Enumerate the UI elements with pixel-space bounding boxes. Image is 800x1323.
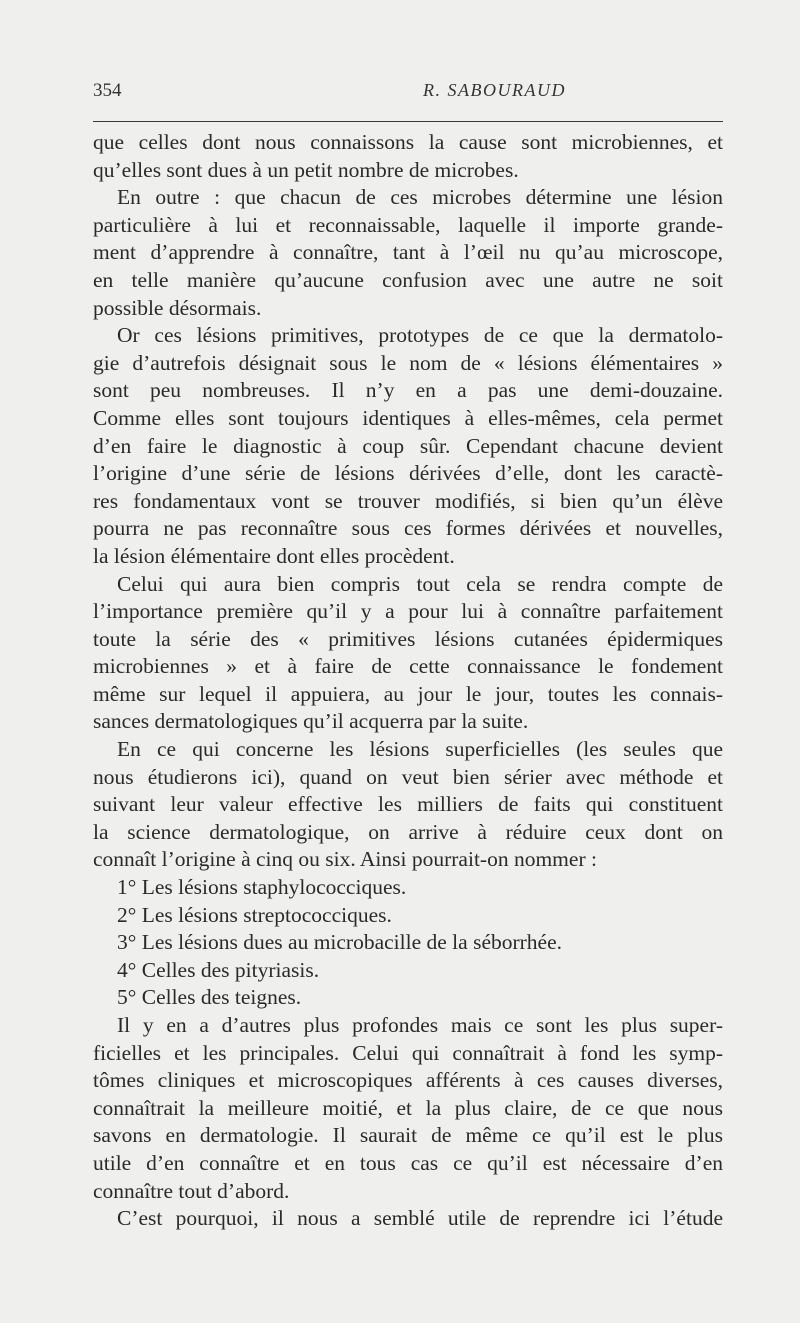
text-line: En ce qui concerne les lésions superficielles (les seules que [117, 737, 723, 762]
text-line: possible désormais. [93, 295, 262, 320]
text-line: la lésion élémentaire dont elles procèdent. [93, 543, 455, 568]
text-line: En outre : que chacun de ces microbes détermine une lésion [117, 185, 723, 210]
text-line: tômes cliniques et microscopiques afférents à ces causes diverses, [93, 1068, 723, 1093]
text-line: en telle manière qu’aucune confusion avec une autre ne soit [93, 267, 723, 292]
text-line: Comme elles sont toujours identiques à elles-mêmes, cela permet [93, 405, 723, 430]
text-line: Celui qui aura bien compris tout cela se rendra compte de [117, 571, 723, 596]
text-line: que celles dont nous connaissons la cause sont microbiennes, et [93, 130, 723, 154]
text-line: savons en dermatologie. Il saurait de même ce qu’il est le plus [93, 1123, 723, 1148]
text-line: sances dermatologiques qu’il acquerra par la suite. [93, 709, 529, 734]
text-line: nous étudierons ici), quand on veut bien sérier avec méthode et [93, 764, 723, 789]
list-item: 5° Celles des teignes. [117, 985, 302, 1010]
text-line: particulière à lui et reconnaissable, laquelle il importe grande- [93, 212, 723, 237]
text-line: même sur lequel il appuiera, au jour le jour, toutes les connais- [93, 681, 723, 706]
header-rule [93, 121, 723, 122]
text-line: res fondamentaux vont se trouver modifiés, si bien qu’un élève [93, 488, 723, 513]
list-item: 4° Celles des pityriasis. [117, 957, 320, 982]
text-line: suivant leur valeur effective les milliers de faits qui constituent [93, 792, 723, 817]
body-text [93, 129, 723, 1233]
list-item: 1° Les lésions staphylococciques. [117, 875, 407, 900]
text-line: qu’elles sont dues à un petit nombre de microbes. [93, 157, 519, 182]
text-line: Or ces lésions primitives, prototypes de ce que la dermatolo- [117, 323, 723, 348]
text-line: la science dermatologique, on arrive à réduire ceux dont on [93, 819, 723, 844]
text-line: Il y en a d’autres plus profondes mais ce sont les plus super- [117, 1013, 723, 1037]
text-line: pourra ne pas reconnaître sous ces formes dérivées et nouvelles, [93, 516, 723, 541]
text-line: ficielles et les principales. Celui qui connaîtrait à fond les symp- [93, 1040, 723, 1065]
running-head: R. SABOURAUD [423, 80, 566, 100]
text-line: utile d’en connaître et en tous cas ce qu’il est nécessaire d’en [93, 1150, 723, 1175]
text-line: sont peu nombreuses. Il n’y en a pas une demi-douzaine. [93, 378, 723, 403]
text-line: gie d’autrefois désignait sous le nom de « lésions élémentaires » [93, 350, 723, 375]
list-item: 2° Les lésions streptococciques. [117, 902, 392, 927]
text-line: toute la série des « primitives lésions cutanées épidermiques [93, 626, 723, 651]
text-line: connaît l’origine à cinq ou six. Ainsi pourrait-on nommer : [93, 847, 597, 872]
page-header [93, 80, 723, 108]
text-line: microbiennes » et à faire de cette connaissance le fondement [93, 654, 723, 679]
text-line: ment d’apprendre à connaître, tant à l’œil nu qu’au microscope, [93, 240, 723, 265]
text-line: C’est pourquoi, il nous a semblé utile de reprendre ici l’étude [117, 1206, 723, 1231]
text-line: connaître tout d’abord. [93, 1178, 290, 1203]
text-line: d’en faire le diagnostic à coup sûr. Cependant chacune devient [93, 433, 723, 458]
list-item: 3° Les lésions dues au microbacille de la séborrhée. [117, 930, 563, 955]
page-number: 354 [93, 80, 122, 101]
text-line: l’importance première qu’il y a pour lui à connaître parfaitement [93, 599, 723, 624]
text-line: l’origine d’une série de lésions dérivées d’elle, dont les caractè- [93, 461, 723, 486]
text-line: connaîtrait la meilleure moitié, et la plus claire, de ce que nous [93, 1095, 723, 1120]
